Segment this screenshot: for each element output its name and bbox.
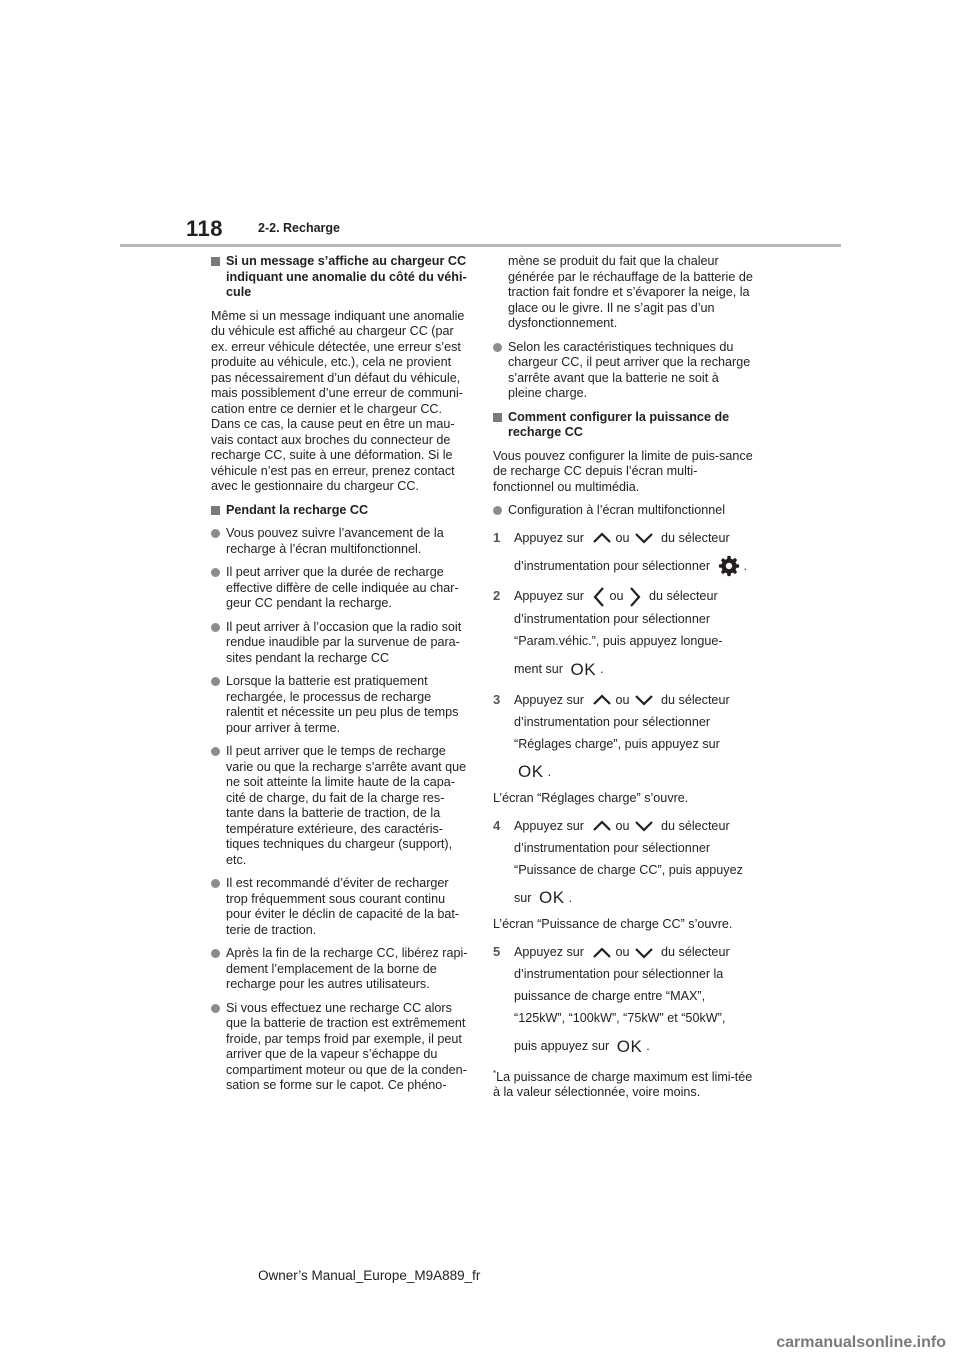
bullet-item: [211, 1001, 469, 1094]
step-number: 5: [493, 943, 501, 959]
bullet-item: [211, 674, 469, 736]
watermark: carmanualsonline.info: [776, 1334, 946, 1351]
circle-bullet-icon: [211, 879, 220, 888]
left-column: [211, 254, 469, 1102]
bullet-item: [211, 620, 469, 667]
step-line: “Réglages charge”, puis appuyez sur: [514, 736, 720, 751]
step-line: [514, 527, 755, 549]
bullet-text: Il peut arriver que la durée de recharge effective diffère de celle indiquée au char-geur CC pendant la recharge.: [226, 565, 459, 610]
chevron-up-icon: [592, 819, 612, 833]
footnote-marker: *: [493, 1068, 497, 1078]
bullet-text: Il peut arriver à l’occasion que la radio soit rendue inaudible par la survenue de para-sites pendant la recharge CC: [226, 619, 462, 665]
step-text: .: [547, 764, 552, 779]
step-line: “Param.véhic.”, puis appuyez longue-: [514, 633, 723, 648]
step-line: [514, 1035, 755, 1058]
step-text: Appuyez sur: [514, 530, 585, 545]
step-text: .: [646, 1038, 650, 1053]
step-4: [493, 815, 755, 910]
chevron-down-icon: [634, 531, 654, 545]
chevron-up-icon: [592, 531, 612, 545]
circle-bullet-icon: [211, 1004, 220, 1013]
chevron-right-icon: [628, 586, 642, 608]
bullet-item: [493, 503, 755, 519]
step-number: 1: [493, 529, 501, 545]
step-text: du sélecteur: [649, 589, 718, 604]
step-text: .: [743, 558, 748, 573]
bullet-item: [211, 565, 469, 612]
step-line: [514, 689, 755, 711]
ok-button-icon: OK: [616, 1036, 643, 1056]
chevron-down-icon: [634, 693, 654, 707]
step-line: d’instrumentation pour sélectionner: [514, 611, 711, 626]
step-text: Appuyez sur: [514, 589, 585, 604]
circle-bullet-icon: [211, 529, 220, 538]
step-line: [514, 815, 755, 837]
chevron-up-icon: [592, 693, 612, 707]
heading-text: Pendant la recharge CC: [226, 502, 369, 517]
bullet-text: Lorsque la batterie est pratiquement rechargée, le processus de recharge ralentit et nécessite un peu plus de temps pour arriver à terme.: [226, 674, 459, 735]
section-heading-configure-power: [493, 410, 755, 441]
chevron-up-icon: [592, 946, 612, 960]
heading-text: Si un message s’affiche au chargeur CC indiquant une anomalie du côté du véhi-cule: [226, 254, 467, 299]
step-line: [514, 658, 755, 681]
bullet-item: [493, 340, 755, 402]
step-text: du sélecteur: [661, 944, 730, 959]
bullet-text: Il peut arriver que le temps de recharge varie ou que la recharge s’arrête avant que ne soit atteinte la limite haute de la capa-cité de charge, du fait de la charge res-tante dans la batterie de traction, de la température extérieure, des caractéris-tiques techniques du chargeur (support), etc.: [226, 744, 467, 867]
bullet-text: Vous pouvez suivre l’avancement de la recharge à l’écran multifonctionnel.: [226, 526, 444, 556]
square-bullet-icon: [211, 257, 220, 266]
step-result: L’écran “Puissance de charge CC” s’ouvre.: [493, 917, 733, 932]
step-result: L’écran “Réglages charge” s’ouvre.: [493, 791, 689, 806]
ok-button-icon: OK: [570, 659, 597, 679]
step-line: [514, 761, 755, 784]
footnote: [493, 1066, 755, 1101]
footnote-text: La puissance de charge maximum est limi-tée à la valeur sélectionnée, voire moins.: [493, 1069, 753, 1100]
bullet-item: [211, 946, 469, 993]
step-5: [493, 941, 755, 1058]
step-text: ou: [615, 818, 630, 833]
bullet-text: Il est recommandé d’éviter de recharger trop fréquemment sous courant continu pour éviter le déclin de capacité de la bat-terie de traction.: [226, 876, 460, 937]
bullet-item: [211, 744, 469, 868]
bullet-item: [211, 526, 469, 557]
square-bullet-icon: [211, 506, 220, 515]
gear-icon: [718, 555, 740, 577]
heading-text: Comment configurer la puissance de recharge CC: [508, 409, 730, 439]
step-line: “125kW”, “100kW”, “75kW” et “50kW”,: [514, 1010, 726, 1025]
step-line: puissance de charge entre “MAX”,: [514, 988, 706, 1003]
step-number: 3: [493, 691, 501, 707]
step-text: ou: [615, 530, 630, 545]
section-title: 2-2. Recharge: [258, 221, 340, 235]
step-number: 2: [493, 588, 501, 604]
step-text: ou: [615, 692, 630, 707]
step-text: puis appuyez sur: [514, 1038, 610, 1053]
step-line: [514, 555, 755, 578]
paragraph-configure: Vous pouvez configurer la limite de puis-sance de recharge CC depuis l’écran multi-fonctionnel ou multimédia.: [493, 448, 753, 494]
step-line: d’instrumentation pour sélectionner la: [514, 966, 724, 981]
circle-bullet-icon: [211, 747, 220, 756]
step-text: Appuyez sur: [514, 944, 585, 959]
circle-bullet-icon: [493, 506, 502, 515]
step-text: du sélecteur: [661, 818, 730, 833]
chevron-down-icon: [634, 946, 654, 960]
circle-bullet-icon: [211, 568, 220, 577]
step-line: [514, 887, 755, 910]
step-text: .: [568, 890, 573, 905]
step-text: ou: [609, 589, 624, 604]
step-number: 4: [493, 817, 501, 833]
chevron-down-icon: [634, 819, 654, 833]
bullet-item: [211, 876, 469, 938]
step-text: ment sur: [514, 661, 563, 676]
ok-button-icon: OK: [539, 888, 565, 908]
ok-button-icon: OK: [518, 762, 544, 782]
footer-manual-id: Owner’s Manual_Europe_M9A889_fr: [258, 1268, 481, 1283]
step-text: Appuyez sur: [514, 692, 585, 707]
header-rule: [120, 244, 841, 247]
section-heading-dc-anomaly: [211, 254, 469, 301]
step-1: [493, 527, 755, 578]
bullet-text: Après la fin de la recharge CC, libérez rapi-dement l’emplacement de la borne de recharge pour les autres utilisateurs.: [226, 946, 468, 991]
step-line: d’instrumentation pour sélectionner: [514, 840, 711, 855]
step-line: [514, 585, 755, 608]
bullet-text: Selon les caractéristiques techniques du chargeur CC, il peut arriver que la recharge s’arrête avant que la batterie ne soit à pleine charge.: [508, 339, 751, 400]
step-text: ou: [615, 944, 630, 959]
square-bullet-icon: [493, 413, 502, 422]
paragraph-anomaly: Même si un message indiquant une anomalie du véhicule est affiché au chargeur CC (par ex. erreur véhicule détectée, une erreur s’est produite au véhicule, etc.), cela ne provient pas nécessairement d’un défaut du véhicule, mais possiblement d’une erreur de communi-cation entre ce dernier et le chargeur CC. Dans ce cas, la cause peut en être un mau-vais contact aux broches du connecteur de recharge CC, suite à une déformation. Si le véhicule n’est pas en erreur, prenez contact avec le gestionnaire du chargeur CC.: [211, 308, 465, 493]
step-text: sur: [514, 890, 532, 905]
section-heading-during-charge: [211, 503, 469, 519]
step-text: Appuyez sur: [514, 818, 585, 833]
step-text: du sélecteur: [661, 530, 730, 545]
step-3: [493, 689, 755, 784]
step-line: d’instrumentation pour sélectionner: [514, 714, 711, 729]
step-text: du sélecteur: [661, 692, 730, 707]
circle-bullet-icon: [211, 623, 220, 632]
step-line: “Puissance de charge CC”, puis appuyez: [514, 862, 743, 877]
chevron-left-icon: [592, 586, 606, 608]
circle-bullet-icon: [211, 949, 220, 958]
bullet-continuation: mène se produit du fait que la chaleur générée par le réchauffage de la batterie de traction fait fondre et s’évaporer la neige, la glace ou le givre. Il ne s’agit pas d’un dysfonctionnement.: [508, 254, 753, 330]
step-text: .: [600, 661, 604, 676]
page-number: 118: [186, 216, 223, 241]
bullet-text: Si vous effectuez une recharge CC alors que la batterie de traction est extrêmement froide, par temps froid par exemple, il peut arriver que de la vapeur s’échappe du compartiment moteur ou que de la conden-sation se forme sur le capot. Ce phéno-: [226, 1000, 467, 1092]
step-2: [493, 585, 755, 680]
bullet-text: Configuration à l’écran multifonctionnel: [508, 503, 726, 517]
step-line: [514, 941, 755, 963]
step-text: d’instrumentation pour sélectionner: [514, 558, 711, 573]
circle-bullet-icon: [211, 677, 220, 686]
right-column: [493, 254, 755, 1101]
circle-bullet-icon: [493, 343, 502, 352]
